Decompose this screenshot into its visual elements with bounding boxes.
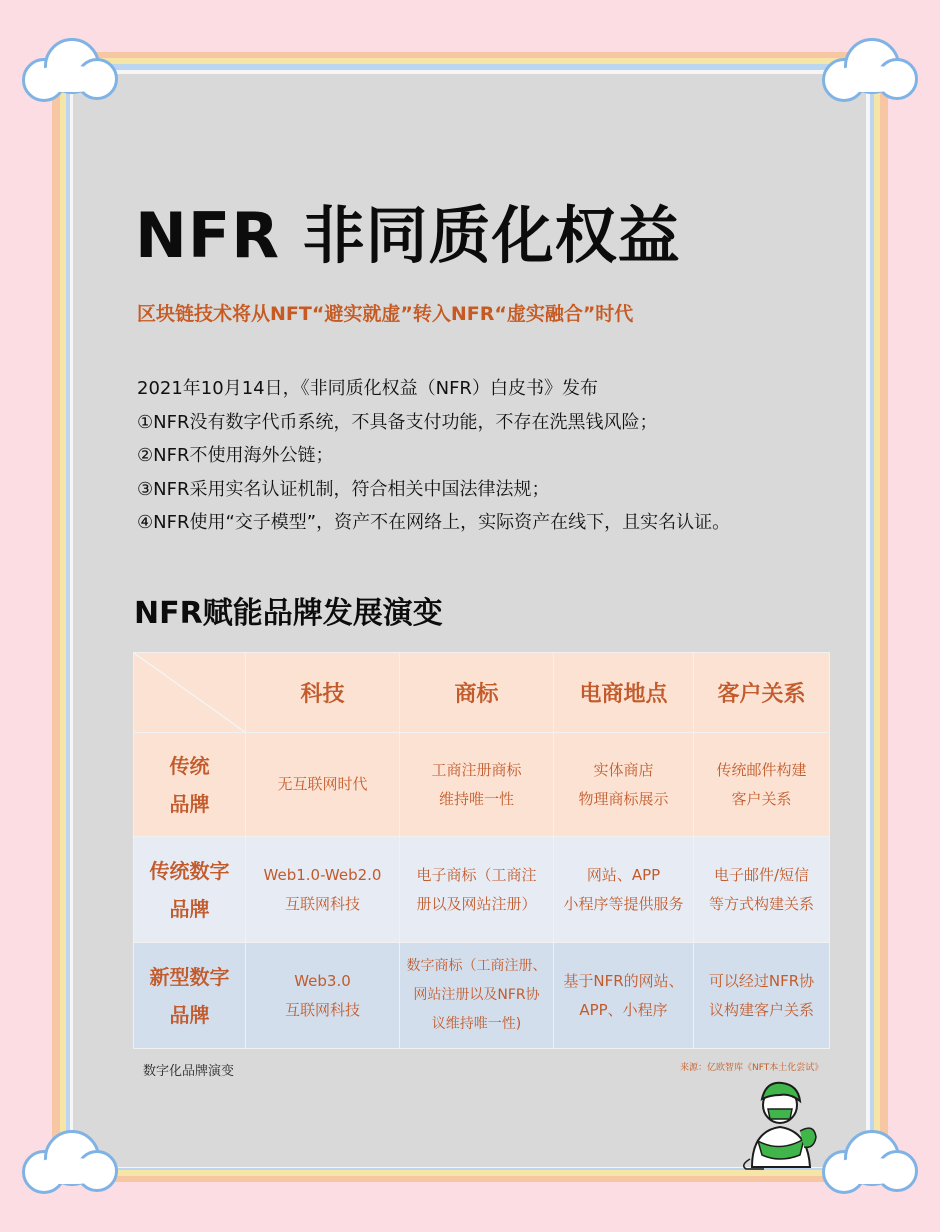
column-header: 电商地点 — [554, 653, 694, 733]
body-line: 2021年10月14日，《非同质化权益（NFR）白皮书》发布 — [137, 378, 598, 399]
cell-line: 客户关系 — [731, 789, 792, 808]
cell-line: 基于NFR的网站、 — [563, 971, 684, 990]
cell-line: 议维持唯一性) — [431, 1016, 522, 1032]
cell-line: 物理商标展示 — [578, 789, 669, 808]
cell-line: APP、小程序 — [579, 1000, 668, 1019]
table-row — [134, 837, 830, 943]
body-line: ③NFR采用实名认证机制，符合相关中国法律法规； — [137, 478, 550, 500]
row-header — [134, 943, 246, 1049]
table-cell — [554, 943, 694, 1049]
column-header: 商标 — [400, 653, 554, 733]
cell-line: 册以及网站注册） — [416, 894, 537, 913]
table-corner-cell — [134, 653, 246, 733]
table-cell — [400, 837, 554, 943]
row-header-line: 品牌 — [169, 896, 210, 921]
body-line: ①NFR没有数字代币系统，不具备支付功能，不存在洗黑钱风险； — [137, 411, 658, 433]
cell-line: 互联网科技 — [284, 1000, 360, 1019]
table-cell — [694, 943, 830, 1049]
cell-line: 电子邮件/短信 — [713, 865, 810, 884]
table-cell — [246, 837, 400, 943]
table-cell — [246, 733, 400, 837]
diagonal-divider — [134, 653, 245, 732]
brand-evolution-table — [133, 652, 830, 1049]
table-cell — [554, 733, 694, 837]
table-row — [134, 943, 830, 1049]
cell-line: Web3.0 — [294, 971, 351, 990]
body-text — [137, 372, 730, 540]
body-line: ④NFR使用“交子模型”，资产不在网络上，实际资产在线下，且实名认证。 — [137, 512, 731, 533]
cloud-icon — [22, 36, 118, 108]
cloud-icon — [822, 36, 918, 108]
cell-line: 工商注册商标 — [431, 760, 522, 779]
row-header-line: 品牌 — [169, 1002, 210, 1027]
table-cell — [400, 943, 554, 1049]
row-header — [134, 733, 246, 837]
table-cell — [400, 733, 554, 837]
cell-line: Web1.0-Web2.0 — [263, 865, 382, 884]
row-header-line: 传统数字 — [149, 858, 230, 883]
cell-line: 数字商标（工商注册、 — [406, 958, 547, 974]
table-cell — [554, 837, 694, 943]
cell-line: 等方式构建关系 — [708, 894, 814, 913]
cell-line: 可以经过NFR协 — [708, 971, 815, 990]
cell-line: 维持唯一性 — [438, 789, 514, 808]
cell-line: 小程序等提供服务 — [563, 894, 684, 913]
row-header-line: 品牌 — [169, 791, 210, 816]
table-row — [134, 733, 830, 837]
table-cell — [694, 837, 830, 943]
cloud-icon — [22, 1128, 118, 1200]
row-header — [134, 837, 246, 943]
cell-line: 网站注册以及NFR协 — [413, 987, 540, 1003]
cell-line: 电子商标（工商注 — [416, 865, 537, 884]
body-line: ②NFR不使用海外公链； — [137, 445, 334, 466]
cell-line: 无互联网时代 — [277, 775, 368, 793]
page-title: NFR 非同质化权益 — [135, 199, 681, 272]
table-header-row — [134, 653, 830, 733]
cell-line: 网站、APP — [586, 865, 661, 884]
cell-line: 实体商店 — [593, 760, 654, 779]
column-header: 客户关系 — [694, 653, 830, 733]
table-cell — [246, 943, 400, 1049]
row-header-line: 传统 — [169, 753, 210, 778]
cloud-icon — [822, 1128, 918, 1200]
section-title: NFR赋能品牌发展演变 — [134, 596, 443, 631]
source-note: 来源：亿欧智库《NFT本土化尝试》 — [680, 1063, 824, 1073]
column-header: 科技 — [246, 653, 400, 733]
mascot-icon — [730, 1075, 830, 1171]
subtitle: 区块链技术将从NFT“避实就虚”转入NFR“虚实融合”时代 — [137, 303, 634, 325]
row-header-line: 新型数字 — [149, 964, 230, 989]
cell-line: 传统邮件构建 — [716, 760, 807, 779]
table-cell — [694, 733, 830, 837]
cell-line: 互联网科技 — [284, 894, 360, 913]
table-caption: 数字化品牌演变 — [143, 1064, 235, 1079]
cell-line: 议构建客户关系 — [708, 1000, 814, 1019]
